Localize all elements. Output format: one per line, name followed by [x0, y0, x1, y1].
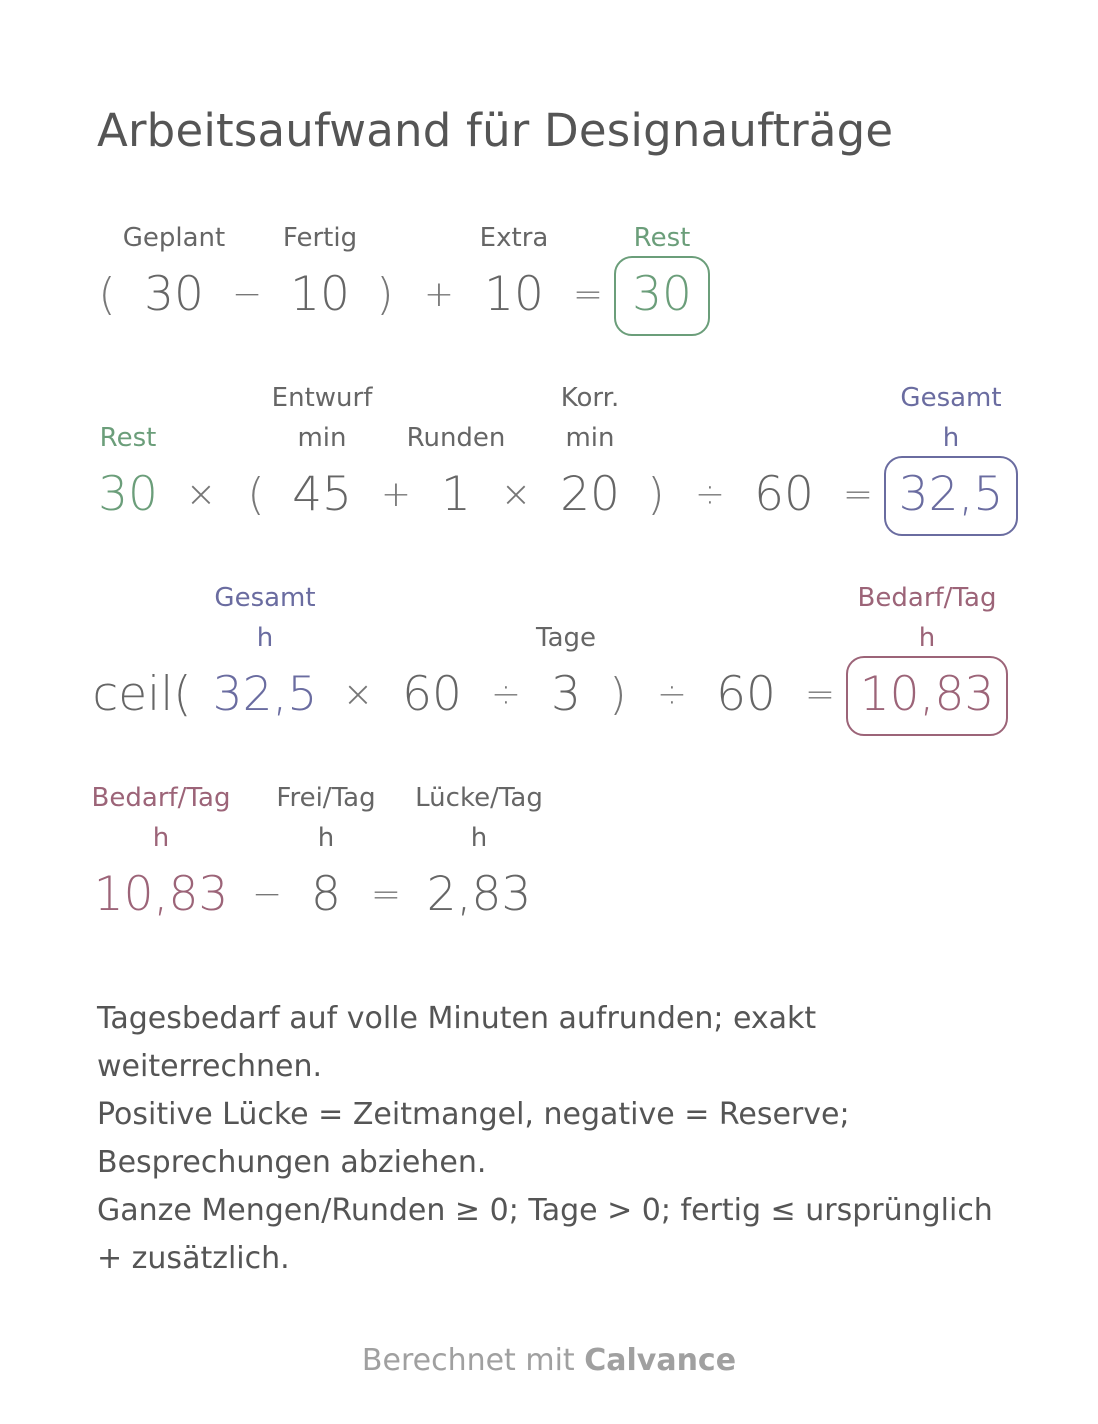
- close-paren: ): [376, 269, 394, 320]
- value-sixty: 60: [716, 667, 776, 722]
- value-corr[interactable]: 20: [560, 467, 620, 522]
- divide-operator: ÷: [694, 474, 726, 515]
- label-corr: Korr.: [560, 383, 620, 413]
- equals-operator: =: [842, 474, 874, 515]
- label-draft-min: [272, 378, 373, 458]
- label-gap-unit: h: [470, 823, 488, 853]
- label-total-h: [214, 578, 315, 658]
- equals-operator: =: [804, 674, 836, 715]
- times-operator: ×: [500, 474, 532, 515]
- plus-operator: +: [423, 274, 455, 315]
- label-free-unit: h: [317, 823, 335, 853]
- value-rounds[interactable]: 1: [441, 467, 471, 522]
- label-need-h: [858, 578, 997, 658]
- open-paren: (: [98, 269, 116, 320]
- value-rest: 30: [98, 467, 158, 522]
- label-days: Tage: [535, 623, 597, 653]
- minus-operator: −: [251, 874, 283, 915]
- label-gap: Lücke/Tag: [415, 783, 543, 813]
- label-done: Fertig: [282, 223, 358, 253]
- close-paren: ): [647, 469, 665, 520]
- label-gap-h: [415, 778, 543, 858]
- equals-operator: =: [572, 274, 604, 315]
- label-rest: Rest: [99, 423, 157, 453]
- equals-operator: =: [370, 874, 402, 915]
- note-gap: Positive Lücke = Zeitmangel, negative = Reserve; Besprechungen abziehen.: [97, 1097, 850, 1180]
- label-corr-unit: min: [565, 423, 615, 453]
- open-paren: (: [247, 469, 265, 520]
- page-title: Arbeitsaufwand für Designaufträge: [97, 104, 894, 157]
- label-total: Gesamt: [900, 383, 1002, 413]
- label-draft: Entwurf: [271, 383, 373, 413]
- result-total: 32,5: [898, 467, 1004, 522]
- label-total-unit: h: [942, 423, 960, 453]
- label-rest: Rest: [633, 223, 691, 253]
- label-total: Gesamt: [214, 583, 316, 613]
- value-free[interactable]: 8: [311, 867, 341, 922]
- label-need-h: [92, 778, 231, 858]
- label-free: Frei/Tag: [276, 783, 376, 813]
- value-need: 10,83: [93, 867, 229, 922]
- label-need-unit: h: [918, 623, 936, 653]
- notes: [97, 995, 1007, 1283]
- footer: [0, 1343, 1098, 1378]
- label-need: Bedarf/Tag: [857, 583, 997, 613]
- label-extra: Extra: [479, 223, 549, 253]
- value-sixty: 60: [754, 467, 814, 522]
- label-draft-unit: min: [297, 423, 347, 453]
- plus-operator: +: [380, 474, 412, 515]
- label-planned: Geplant: [122, 223, 226, 253]
- value-total: 32,5: [212, 667, 318, 722]
- value-extra[interactable]: 10: [484, 267, 544, 322]
- label-total-unit: h: [256, 623, 274, 653]
- note-constraints: Ganze Mengen/Runden ≥ 0; Tage > 0; fertig ≤ ursprünglich + zusätzlich.: [97, 1193, 993, 1276]
- close-paren: ): [609, 669, 627, 720]
- value-draft[interactable]: 45: [292, 467, 352, 522]
- times-operator: ×: [342, 674, 374, 715]
- minus-operator: −: [231, 274, 263, 315]
- value-planned[interactable]: 30: [144, 267, 204, 322]
- label-need-unit: h: [152, 823, 170, 853]
- divide-operator: ÷: [490, 674, 522, 715]
- value-sixty: 60: [402, 667, 462, 722]
- label-need: Bedarf/Tag: [91, 783, 231, 813]
- label-free-h: [276, 778, 375, 858]
- divide-operator: ÷: [656, 674, 688, 715]
- label-total-h: [900, 378, 1001, 458]
- value-done[interactable]: 10: [290, 267, 350, 322]
- note-rounding: Tagesbedarf auf volle Minuten aufrunden; exakt weiterrechnen.: [97, 1001, 817, 1084]
- result-rest: 30: [632, 267, 692, 322]
- result-need: 10,83: [859, 667, 995, 722]
- footer-brand-link[interactable]: Calvance: [584, 1343, 737, 1378]
- result-gap: 2,83: [426, 867, 532, 922]
- label-rounds: Runden: [406, 423, 506, 453]
- times-operator: ×: [185, 474, 217, 515]
- label-corr-min: [561, 378, 619, 458]
- value-days[interactable]: 3: [551, 667, 581, 722]
- footer-prefix: Berechnet mit: [361, 1343, 575, 1378]
- ceil-function: ceil(: [92, 667, 192, 722]
